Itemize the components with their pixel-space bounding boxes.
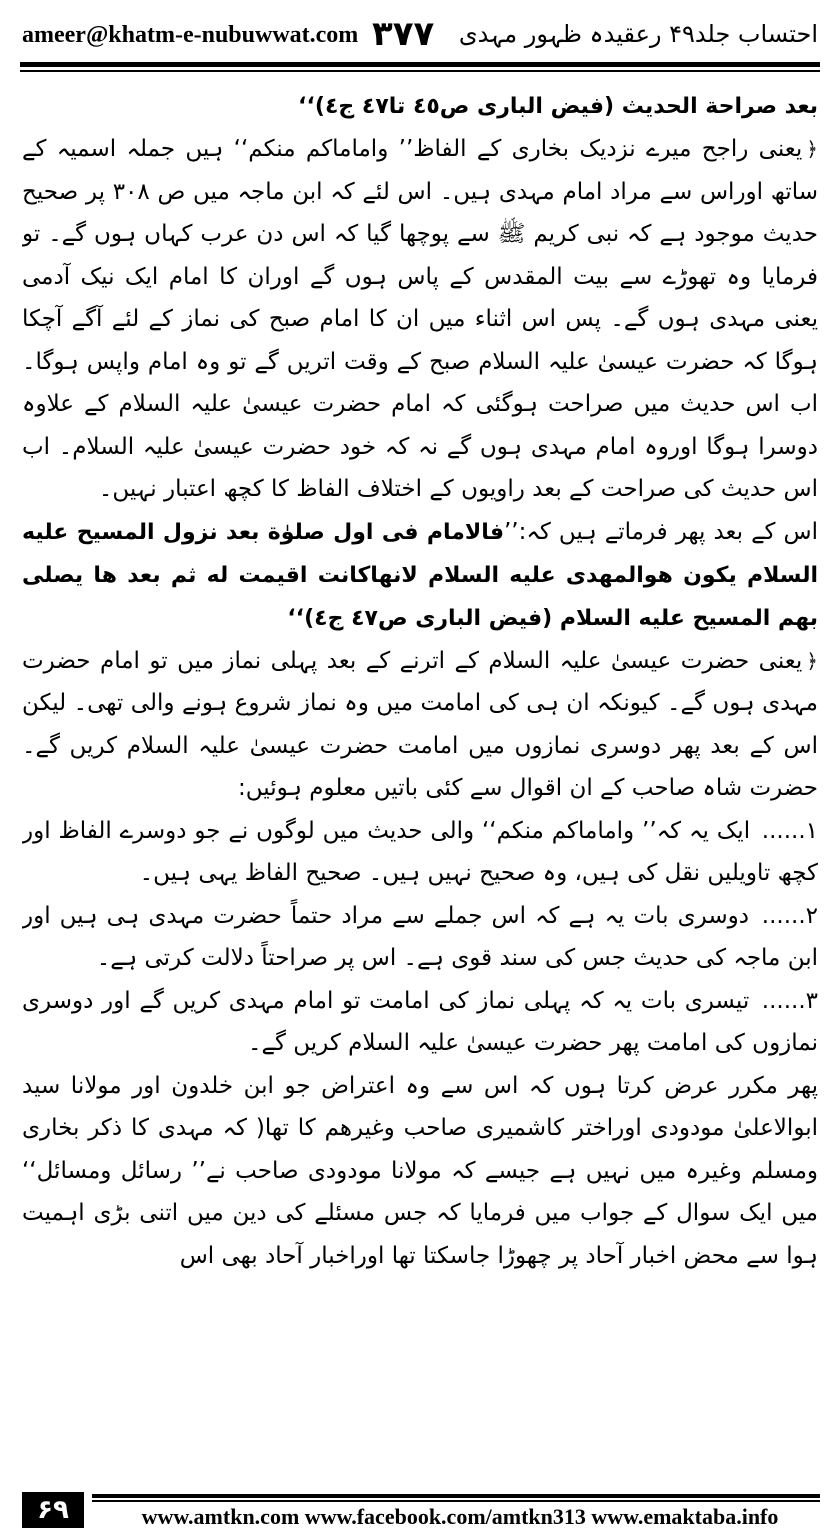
paragraph-closing: پھر مکرر عرض کرتا ہوں کہ اس سے وہ اعتراض جو ابن خلدون اور مولانا سید ابوالاعلیٰ مودودی اوراختر کاشمیری صاحب وغیرھم کا تھا( کہ مہدی کا ذکر بخاری ومسلم وغیرہ میں نہیں ہے جیسے کہ مولانا مودودی صاحب نے’’ رسائل ومسائل‘‘ میں ایک سوال کے جواب میں فرمایا کہ جس مسئلے کی دین میں اتنی بڑی اہمیت ہوا سے محض اخبار آحاد پر چھوڑا جاسکتا تھا اوراخبار آحاد بھی اس xyxy=(22,1072,818,1269)
ornament-icon: ﴿ xyxy=(806,137,818,161)
list-item-number: ۱...... xyxy=(761,817,818,844)
arabic-quote-end: بعد صراحة الحديث (فيض البارى ص٤٥ تا٤٧ ج٤)‘‘ xyxy=(298,94,818,119)
paragraph-explanation xyxy=(22,128,818,511)
list-item-text: ایک یہ کہ’’ واماماکم منکم‘‘ والی حدیث میں لوگوں نے جو دوسرے الفاظ اور کچھ تاویلیں نقل کی ہیں، وہ صحیح نہیں ہیں۔ صحیح الفاظ یہی ہیں۔ xyxy=(22,817,818,886)
quote-intro: اس کے بعد پھر فرماتے ہیں کہ:’’ xyxy=(503,518,818,545)
footer-rule xyxy=(92,1494,820,1498)
header-rule xyxy=(20,62,820,67)
page-body xyxy=(22,86,818,1474)
header-title: احتساب جلد۴۹ رعقیدہ ظہور مہدی xyxy=(458,20,818,48)
arabic-quote: فالامام فی اول صلوٰة بعد نزول المسيح عليه السلام يكون هوالمهدی عليه السلام لانهاكانت اقيمت له ثم بعد ها يصلی بهم المسيح عليه السلام (فيض البارى ص٤٧ ج٤)‘‘ xyxy=(22,519,818,631)
list-item xyxy=(22,810,818,895)
ornament-icon: ﴿ xyxy=(806,648,818,673)
list-item xyxy=(22,980,818,1065)
footer-links[interactable]: www.amtkn.com www.facebook.com/amtkn313 www.emaktaba.info xyxy=(141,1504,779,1529)
paragraph-text: یعنی راجح میرے نزدیک بخاری کے الفاظ’’ واماماکم منکم‘‘ ہیں جملہ اسمیہ کے ساتھ اوراس سے مراد امام مہدی ہیں۔ اس لئے کہ ابن ماجہ میں ص ۳۰۸ پر صحیح حدیث موجود ہے کہ نبی کریم ﷺ سے پوچھا گیا کہ اس دن عرب کہاں ہوں گے۔ تو فرمایا وہ تھوڑے سے بیت المقدس کے پاس ہوں گے اوران کا امام ایک نیک آدمی یعنی مہدی ہوں گے۔ پس اس اثناء میں ان کا امام صبح کی نماز کے لئے آگے آچکا ہوگا کہ حضرت عیسیٰ علیہ السلام صبح کے وقت اتریں گے تو وہ امام واپس ہوگا۔ اب اس حدیث میں صراحت ہوگئی کہ امام حضرت عیسیٰ علیہ السلام کے علاوہ دوسرا ہوگا اوروہ امام مہدی ہوں گے نہ کہ خود حضرت عیسیٰ علیہ السلام۔ اب اس حدیث کی صراحت کے بعد راویوں کے اختلاف الفاظ کا کچھ اعتبار نہیں۔ xyxy=(22,136,818,502)
header-rule-thin xyxy=(20,70,820,72)
header-page-number: ۳۷۷ xyxy=(372,14,435,54)
list-item-number: ۳...... xyxy=(761,987,818,1014)
list-item xyxy=(22,895,818,980)
list-item-text: دوسری بات یہ ہے کہ اس جملے سے مراد حتماً حضرت مہدی ہی ہیں اور ابن ماجہ کی حدیث جس کی سند قوی ہے۔ اس پر صراحتاً دلالت کرتی ہے۔ xyxy=(22,902,818,971)
paragraph-quote xyxy=(22,511,818,640)
paragraph-translation xyxy=(22,640,818,810)
paragraph-text: یعنی حضرت عیسیٰ علیہ السلام کے اترنے کے بعد پہلی نماز میں تو امام حضرت مہدی ہوں گے۔ کیونکہ ان ہی کی امامت میں وہ نماز شروع ہونے والی تھی۔ لیکن اس کے بعد پھر دوسری نمازوں میں امامت حضرت عیسیٰ علیہ السلام کریں گے۔ حضرت شاہ صاحب کے ان اقوال سے کئی باتیں معلوم ہوئیں: xyxy=(22,647,818,801)
header-email: ameer@khatm-e-nubuwwat.com xyxy=(22,22,359,48)
page-footer xyxy=(0,1480,840,1540)
page-header xyxy=(0,0,840,70)
footer-rule-thin xyxy=(92,1500,820,1502)
list-item-text: تیسری بات یہ کہ پہلی نماز کی امامت تو امام مہدی کریں گے اور دوسری نمازوں کی امامت پھر حضرت عیسیٰ علیہ السلام کریں گے۔ xyxy=(22,987,818,1056)
list-item-number: ۲...... xyxy=(761,902,818,929)
footer-page-number: ۶۹ xyxy=(22,1492,84,1528)
